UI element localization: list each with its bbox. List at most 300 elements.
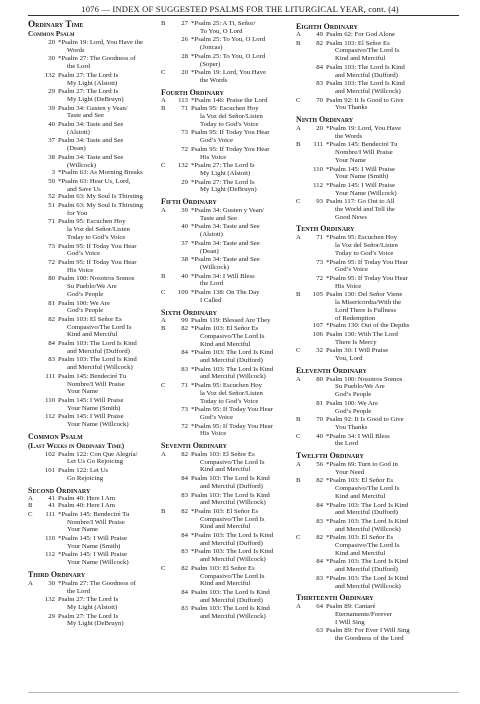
hymn-number: 70 <box>316 416 323 424</box>
hymn-number: 71 <box>316 234 323 242</box>
hymn-number: 82 <box>181 325 188 333</box>
psalm-title-continuation: Kind and Merciful <box>335 549 386 557</box>
psalm-title-continuation: and Merciful (Dufford) <box>335 509 398 517</box>
psalm-title <box>58 55 151 70</box>
psalm-title-continuation: Your Name (Smith) <box>335 173 389 181</box>
psalm-title <box>326 125 452 140</box>
psalm-title-continuation: and Merciful (Dufford) <box>335 71 398 79</box>
lectionary-year <box>28 356 37 371</box>
hymn-number: 73 <box>48 242 55 250</box>
lectionary-year: C <box>161 162 166 170</box>
psalm-title <box>191 532 289 547</box>
psalm-entry <box>161 223 289 238</box>
lectionary-year <box>28 259 37 274</box>
psalm-title-continuation: I Called <box>200 296 222 304</box>
psalm-title-continuation: Lord There Is Fullness <box>335 306 397 314</box>
lectionary-year: A <box>296 125 301 133</box>
psalm-entry <box>296 461 452 476</box>
psalm-title-line: *Psalm 130: Out of the Depths <box>326 322 410 330</box>
psalm-title-continuation: Your Name <box>67 388 99 396</box>
hymn-number: 37 <box>181 239 188 247</box>
lectionary-year <box>28 397 37 412</box>
lectionary-year <box>161 349 170 364</box>
psalm-title-line: Psalm 92: It Is Good to Give <box>326 96 404 104</box>
hymn-number: 111 <box>45 510 55 518</box>
lectionary-year: A <box>161 207 166 215</box>
psalm-title <box>191 492 289 507</box>
lectionary-year: B <box>161 20 166 27</box>
hymn-number: 113 <box>178 96 188 104</box>
lectionary-year <box>296 558 305 573</box>
psalm-title <box>326 275 452 290</box>
hymn-number: 72 <box>316 274 323 282</box>
hymn-number: 99 <box>181 316 188 324</box>
psalm-title-continuation: (Alstott) <box>200 231 223 239</box>
footer-rule <box>28 692 459 693</box>
psalm-title-line: Psalm 63: My Soul Is Thirsting <box>58 193 143 201</box>
psalm-title-line: *Psalm 34: I Will Bless <box>191 272 255 280</box>
lectionary-year: A <box>296 461 301 469</box>
psalm-entry <box>161 146 289 161</box>
psalm-title-continuation: I Will Sing <box>335 618 365 626</box>
psalm-entry <box>296 275 452 290</box>
psalm-title-continuation: God’s People <box>67 290 104 298</box>
psalm-entry <box>28 259 151 274</box>
hymn-number: 82 <box>316 39 323 47</box>
lectionary-year: B <box>296 39 301 47</box>
psalm-title-continuation: Your Name (Willcock) <box>67 421 129 429</box>
lectionary-year <box>161 36 170 51</box>
psalm-title <box>58 613 151 628</box>
psalm-title <box>326 40 452 63</box>
psalm-title-line: Psalm 145: Bendeciré Tu <box>58 372 127 380</box>
hymn-number: 72 <box>181 145 188 153</box>
psalm-entry <box>161 129 289 144</box>
psalm-entry <box>161 492 289 507</box>
hymn-number: 70 <box>316 96 323 104</box>
psalm-title-line: Psalm 100: Nosotros Somos <box>58 275 135 283</box>
psalm-title <box>191 349 289 364</box>
psalm-entry <box>28 373 151 396</box>
psalm-title-line: *Psalm 95: If Today You Hear <box>191 406 273 414</box>
psalm-title-line: Psalm 63: My Soul Is Thirsting <box>58 202 143 210</box>
psalm-title-line: Psalm 103: The Lord Is Kind <box>191 475 270 483</box>
psalm-title-continuation: and Merciful (Willcock) <box>335 87 401 95</box>
hymn-number: 50 <box>48 177 55 185</box>
lectionary-year <box>296 166 305 181</box>
hymn-number: 26 <box>181 36 188 44</box>
lectionary-year <box>28 535 37 550</box>
psalm-title-line: Psalm 34: Taste and See <box>58 121 124 129</box>
psalm-title <box>326 534 452 557</box>
psalm-title-line: *Psalm 63: Hear Us, Lord, <box>58 177 131 185</box>
psalm-entry <box>28 502 151 510</box>
psalm-title-continuation: Today to God’s Voice <box>200 120 259 128</box>
psalm-title-line: *Psalm 103: The Lord Is Kind <box>191 365 274 373</box>
psalm-entry <box>28 243 151 258</box>
psalm-title <box>326 31 452 39</box>
psalm-title-line: *Psalm 27: The Lord Is <box>191 178 255 186</box>
psalm-title-line: *Psalm 145: Bendeciré Tu <box>58 510 130 518</box>
psalm-title-continuation: Your Name <box>335 156 367 164</box>
psalm-title <box>191 382 289 405</box>
psalm-title-line: *Psalm 95: If Today You Hear <box>191 422 273 430</box>
lectionary-year <box>28 613 37 628</box>
psalm-title <box>191 508 289 531</box>
psalm-title <box>58 356 151 371</box>
psalm-entry <box>296 198 452 221</box>
psalm-title <box>326 477 452 500</box>
hymn-number: 20 <box>48 39 55 46</box>
psalm-entry <box>28 551 151 566</box>
psalm-title-continuation: la Misericordia/With the <box>335 299 402 307</box>
hymn-number: 29 <box>181 178 188 186</box>
psalm-title <box>326 198 452 221</box>
psalm-title-line: Psalm 103: El Señor Es <box>191 564 255 572</box>
psalm-title-line: *Psalm 19: Lord, You Have <box>326 125 402 133</box>
hymn-number: 30 <box>48 579 55 587</box>
psalm-title-line: Psalm 122: Let Us <box>58 467 109 475</box>
hymn-number: 40 <box>48 121 55 129</box>
psalm-title <box>326 259 452 274</box>
index-column-1 <box>28 19 151 628</box>
psalm-title <box>191 223 289 238</box>
psalm-entry <box>161 97 289 105</box>
lectionary-year <box>161 256 170 271</box>
psalm-title-line: Psalm 103: The Lord Is Kind <box>191 589 270 596</box>
psalm-entry <box>296 558 452 573</box>
psalm-entry <box>296 322 452 330</box>
lectionary-year <box>28 275 37 298</box>
psalm-title-line: Psalm 27: The Lord Is <box>58 88 119 96</box>
psalm-entry <box>161 451 289 474</box>
psalm-title-line: Psalm 103: El Señor Es <box>58 315 122 323</box>
hymn-number: 112 <box>45 551 55 559</box>
psalm-title-continuation: My Light (Alstott) <box>200 169 251 177</box>
psalm-title <box>58 72 151 87</box>
psalm-title-line: *Psalm 103: The Lord Is Kind <box>326 517 409 525</box>
psalm-title-continuation: Kind and Merciful <box>200 340 251 348</box>
hymn-number: 84 <box>181 349 188 357</box>
psalm-title-continuation: and Merciful (Dufford) <box>200 357 263 365</box>
psalm-title <box>58 39 151 54</box>
psalm-title-continuation: Nombre/I Will Praise <box>67 380 125 388</box>
psalm-title <box>326 502 452 517</box>
hymn-number: 111 <box>313 141 323 149</box>
lectionary-year <box>161 366 170 381</box>
psalm-title-line: Psalm 103: El Señor Es <box>326 39 390 47</box>
psalm-title-line: *Psalm 103: El Señor Es <box>191 325 259 333</box>
psalm-title-continuation: and Merciful (Willcock) <box>200 499 266 507</box>
section-heading: Ninth Ordinary <box>296 115 354 125</box>
psalm-entry <box>28 121 151 136</box>
hymn-number: 39 <box>48 104 55 112</box>
section-heading: Thirteenth Ordinary <box>296 593 374 603</box>
psalm-entry <box>28 580 151 595</box>
psalm-entry <box>28 193 151 201</box>
hymn-number: 73 <box>181 406 188 414</box>
psalm-title-continuation: God’s People <box>335 391 372 399</box>
psalm-entry <box>161 256 289 271</box>
psalm-title-line: *Psalm 103: The Lord Is Kind <box>191 532 274 540</box>
psalm-title-line: Psalm 89: Cantaré <box>326 603 376 611</box>
psalm-title-continuation: and Merciful (Dufford) <box>335 566 398 574</box>
psalm-title-continuation: Compasivo/The Lord Is <box>67 323 132 331</box>
psalm-title <box>326 376 452 399</box>
psalm-title-line: *Psalm 25: To You, O Lord <box>191 36 266 44</box>
psalm-title-line: Psalm 95: If Today You Hear <box>191 129 270 137</box>
hymn-number: 49 <box>316 31 323 38</box>
lectionary-year: B <box>161 105 166 113</box>
hymn-number: 112 <box>45 413 55 421</box>
hymn-number: 73 <box>316 258 323 266</box>
psalm-title <box>191 146 289 161</box>
psalm-title <box>58 202 151 217</box>
psalm-title-line: *Psalm 63: As Morning Breaks <box>58 169 143 177</box>
psalm-title-continuation: (Willcock) <box>200 263 229 271</box>
hymn-number: 83 <box>316 517 323 525</box>
psalm-title <box>191 589 289 604</box>
lectionary-year: B <box>296 291 301 299</box>
psalm-title <box>191 256 289 271</box>
hymn-number: 56 <box>316 461 323 469</box>
lectionary-year <box>296 331 305 346</box>
psalm-title-continuation: Nombre/I Will Praise <box>335 149 393 157</box>
psalm-title <box>58 340 151 355</box>
psalm-title <box>191 179 289 194</box>
psalm-title <box>326 416 452 431</box>
psalm-title-continuation: Taste and See <box>200 214 238 222</box>
lectionary-year <box>161 605 170 620</box>
hymn-number: 84 <box>48 340 55 348</box>
psalm-entry <box>296 31 452 39</box>
lectionary-year: B <box>296 477 301 485</box>
psalm-title <box>326 518 452 533</box>
hymn-number: 20 <box>181 69 188 77</box>
psalm-title <box>191 605 289 620</box>
psalm-entry <box>161 382 289 405</box>
lectionary-year <box>161 475 170 490</box>
lectionary-year <box>161 223 170 238</box>
psalm-entry <box>161 423 289 438</box>
psalm-title-continuation: Kind and Merciful <box>67 331 118 339</box>
psalm-entry <box>28 218 151 241</box>
hymn-number: 82 <box>316 477 323 485</box>
hymn-number: 41 <box>48 502 55 510</box>
hymn-number: 81 <box>316 399 323 407</box>
psalm-title-continuation: Compasivo/The Lord Is <box>200 332 265 340</box>
psalm-title-line: *Psalm 69: Turn to God in <box>326 461 398 469</box>
psalm-title-line: Psalm 130: Del Señor Viene <box>326 291 403 299</box>
psalm-entry <box>28 39 151 54</box>
psalm-title-line: *Psalm 103: The Lord Is Kind <box>326 574 409 582</box>
hymn-number: 29 <box>48 612 55 620</box>
psalm-title-continuation: Kind and Merciful <box>200 523 251 531</box>
lectionary-year: A <box>161 96 166 104</box>
hymn-number: 101 <box>44 467 55 475</box>
psalm-title <box>191 289 289 304</box>
psalm-title-line: Psalm 40: Here I Am <box>58 494 115 502</box>
psalm-entry <box>28 137 151 152</box>
lectionary-year <box>28 193 37 201</box>
psalm-title-line: Psalm 103: The Lord Is Kind <box>191 491 270 499</box>
psalm-title <box>191 317 289 325</box>
psalm-title-line: Psalm 34: Gusten y Vean/ <box>58 104 128 112</box>
psalm-title-continuation: You Thanks <box>335 423 368 431</box>
psalm-entry <box>28 495 151 503</box>
psalm-title <box>326 291 452 322</box>
lectionary-year <box>161 53 170 68</box>
psalm-title-line: Psalm 27: The Lord Is <box>58 71 119 79</box>
psalm-title-line: *Psalm 103: The Lord Is Kind <box>191 548 274 556</box>
psalm-title <box>326 347 452 362</box>
psalm-title-continuation: the Lord <box>67 63 91 71</box>
psalm-title <box>326 558 452 573</box>
lectionary-year <box>28 39 37 54</box>
hymn-number: 84 <box>316 63 323 71</box>
lectionary-year <box>161 532 170 547</box>
psalm-title-continuation: (Dean) <box>200 247 219 255</box>
psalm-title-continuation: (Soper) <box>200 60 221 68</box>
psalm-entry <box>161 179 289 194</box>
psalm-title <box>191 20 289 35</box>
psalm-title-continuation: and Merciful (Willcock) <box>200 613 266 621</box>
hymn-number: 40 <box>181 272 188 280</box>
hymn-number: 20 <box>316 125 323 133</box>
psalm-entry <box>28 451 151 466</box>
psalm-title <box>58 154 151 169</box>
lectionary-year: C <box>161 289 166 297</box>
psalm-title-line: Psalm 95: If Today You Hear <box>58 258 137 266</box>
psalm-entry <box>161 20 289 35</box>
psalm-title-continuation: and Merciful (Willcock) <box>335 525 401 533</box>
lectionary-year: A <box>28 579 33 587</box>
psalm-title <box>191 69 289 84</box>
psalm-title-continuation: and Merciful (Dufford) <box>200 482 263 490</box>
lectionary-year <box>28 373 37 396</box>
lectionary-year: C <box>296 432 301 440</box>
psalm-entry <box>28 356 151 371</box>
lectionary-year <box>28 72 37 87</box>
hymn-number: 41 <box>48 494 55 502</box>
psalm-entry <box>161 349 289 364</box>
psalm-entry <box>28 88 151 103</box>
psalm-title-continuation: My Light (Alstott) <box>67 79 118 87</box>
lectionary-year: C <box>161 564 166 572</box>
psalm-title-line: Psalm 30: I Will Praise <box>326 347 389 355</box>
psalm-title-continuation: God’s Voice <box>200 137 233 145</box>
section-heading: Eighth Ordinary <box>296 22 358 31</box>
lectionary-year <box>296 575 305 590</box>
section-heading: Fifth Ordinary <box>161 197 217 207</box>
index-column-2 <box>161 19 289 621</box>
psalm-title-continuation: To You, O Lord <box>200 27 243 35</box>
hymn-number: 93 <box>316 198 323 206</box>
lectionary-year <box>28 551 37 566</box>
psalm-title-line: *Psalm 34: Gusten y Vean/ <box>191 207 264 215</box>
section-heading: Ordinary Time <box>28 19 84 29</box>
psalm-title <box>191 451 289 474</box>
hymn-number: 73 <box>181 129 188 137</box>
psalm-title-continuation: and Merciful (Dufford) <box>67 347 130 355</box>
psalm-title-continuation: You, Lord <box>335 355 363 363</box>
lectionary-year: B <box>161 507 166 515</box>
psalm-entry <box>296 64 452 79</box>
hymn-number: 105 <box>312 291 323 299</box>
psalm-title-continuation: God’s Voice <box>335 266 368 274</box>
psalm-title-line: Psalm 40: Here I Am <box>58 502 115 510</box>
lectionary-year <box>161 146 170 161</box>
psalm-title-continuation: My Light (DeBruyn) <box>67 95 124 103</box>
psalm-title <box>191 565 289 588</box>
psalm-title-line: Psalm 62: For God Alone <box>326 31 396 38</box>
psalm-title-line: *Psalm 27: The Goodness of <box>58 579 136 587</box>
hymn-number: 71 <box>48 218 55 226</box>
psalm-entry <box>28 316 151 339</box>
psalm-title-continuation: (Joncas) <box>200 44 223 52</box>
lectionary-year: A <box>161 451 166 459</box>
psalm-entry <box>161 273 289 288</box>
psalm-title <box>58 275 151 298</box>
lectionary-year <box>296 275 305 290</box>
lectionary-year <box>28 169 37 177</box>
psalm-title <box>58 243 151 258</box>
psalm-title-continuation: His Voice <box>200 430 227 438</box>
hymn-number: 83 <box>48 356 55 364</box>
lectionary-year: A <box>296 234 301 242</box>
psalm-title-continuation: His Voice <box>200 153 227 161</box>
lectionary-year: B <box>28 502 33 510</box>
lectionary-year: B <box>161 272 166 280</box>
psalm-title-line: Psalm 103: El Señor Es <box>191 451 255 459</box>
psalm-title-line: Psalm 145: I Will Praise <box>58 413 124 421</box>
psalm-title-continuation: Compasivo/The Lord Is <box>335 485 400 493</box>
lectionary-year <box>296 627 305 642</box>
psalm-title-line: *Psalm 27: The Goodness of <box>58 55 136 63</box>
hymn-number: 71 <box>181 382 188 390</box>
psalm-entry <box>28 105 151 120</box>
hymn-number: 84 <box>316 558 323 566</box>
lectionary-year <box>296 518 305 533</box>
psalm-title-line: Psalm 95: If Today You Hear <box>191 145 270 153</box>
psalm-title-line: *Psalm 138: On The Day <box>191 289 260 297</box>
psalm-title-continuation: and Merciful (Willcock) <box>67 364 133 372</box>
hymn-number: 102 <box>44 450 55 458</box>
hymn-number: 110 <box>45 396 55 404</box>
psalm-title-line: *Psalm 103: El Señor Es <box>191 507 259 515</box>
psalm-title <box>191 97 289 105</box>
psalm-entry <box>296 416 452 431</box>
section-heading: Tenth Ordinary <box>296 224 355 234</box>
psalm-title <box>191 105 289 128</box>
psalm-title-line: *Psalm 34: Taste and See <box>191 223 260 231</box>
psalm-entry <box>296 433 452 448</box>
psalm-entry <box>28 596 151 611</box>
section-heading: Common Psalm <box>28 431 83 441</box>
lectionary-year <box>28 137 37 152</box>
psalm-title-continuation: God’s People <box>335 407 372 415</box>
psalm-title-continuation: and Merciful (Willcock) <box>200 373 266 381</box>
hymn-number: 63 <box>316 627 323 635</box>
psalm-entry <box>296 40 452 63</box>
psalm-entry <box>296 259 452 274</box>
psalm-title <box>58 551 151 566</box>
lectionary-year: C <box>28 510 33 518</box>
psalm-title-continuation: Go Rejoicing <box>67 474 104 482</box>
lectionary-year <box>28 178 37 193</box>
psalm-title <box>191 548 289 563</box>
section-heading: Fourth Ordinary <box>161 87 224 97</box>
